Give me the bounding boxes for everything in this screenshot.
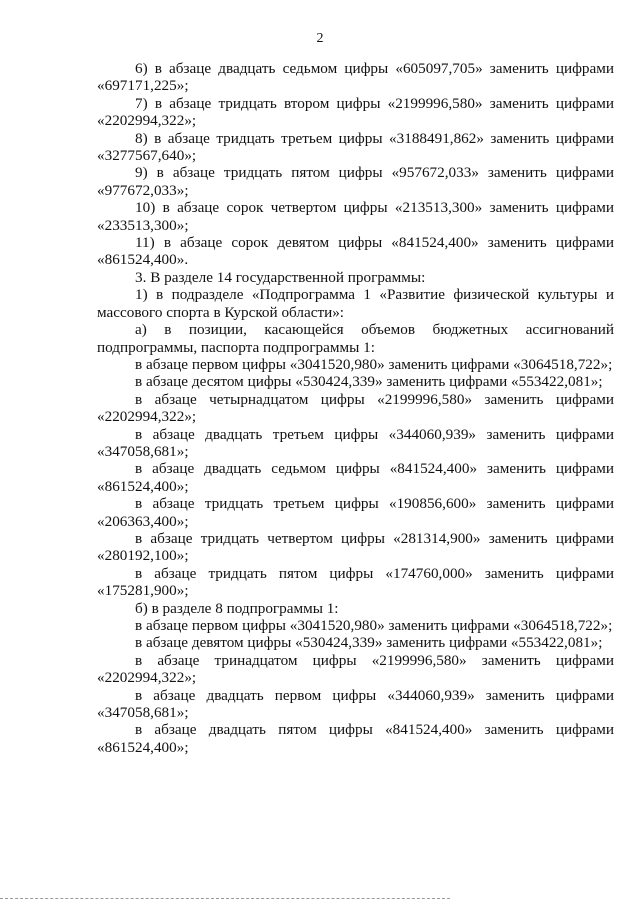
paragraph: в абзаце десятом цифры «530424,339» заменить цифрами «553422,081»; xyxy=(135,373,603,391)
paragraph: 3. В разделе 14 государственной программы: xyxy=(135,268,426,286)
paragraph: в абзаце девятом цифры «530424,339» заменить цифрами «553422,081»; xyxy=(135,634,603,652)
paragraph: а) в позиции, касающейся объемов бюджетных ассигнований подпрограммы, паспорта подпрограммы 1: xyxy=(97,321,614,356)
paragraph: 8) в абзаце тридцать третьем цифры «3188491,862» заменить цифрами «3277567,640»; xyxy=(97,129,614,165)
paragraph: 1) в подразделе «Подпрограмма 1 «Развитие физической культуры и массового спорта в Курской области»: xyxy=(97,286,614,321)
paragraph: в абзаце первом цифры «3041520,980» заменить цифрами «3064518,722»; xyxy=(135,617,613,634)
paragraph: 6) в абзаце двадцать седьмом цифры «605097,705» заменить цифрами «697171,225»; xyxy=(97,60,614,95)
paragraph: 7) в абзаце тридцать втором цифры «2199996,580» заменить цифрами «2202994,322»; xyxy=(97,94,614,130)
paragraph: б) в разделе 8 подпрограммы 1: xyxy=(135,599,339,617)
paragraph: в абзаце двадцать седьмом цифры «841524,400» заменить цифрами «861524,400»; xyxy=(97,460,614,495)
scan-artifact-line xyxy=(0,898,450,899)
paragraph: в абзаце тринадцатом цифры «2199996,580» заменить цифрами «2202994,322»; xyxy=(97,651,614,687)
page-number: 2 xyxy=(316,31,324,46)
paragraph: в абзаце тридцать пятом цифры «174760,000» заменить цифрами «175281,900»; xyxy=(97,564,614,600)
paragraph: в абзаце двадцать первом цифры «344060,939» заменить цифрами «347058,681»; xyxy=(97,686,614,722)
paragraph: в абзаце четырнадцатом цифры «2199996,580» заменить цифрами «2202994,322»; xyxy=(97,390,614,426)
paragraph: в абзаце тридцать четвертом цифры «281314,900» заменить цифрами «280192,100»; xyxy=(97,529,614,565)
paragraph: 9) в абзаце тридцать пятом цифры «957672,033» заменить цифрами «977672,033»; xyxy=(97,164,614,199)
paragraph: в абзаце двадцать третьем цифры «344060,939» заменить цифрами «347058,681»; xyxy=(97,425,614,460)
paragraph: в абзаце двадцать пятом цифры «841524,400» заменить цифрами «861524,400»; xyxy=(97,721,614,756)
paragraph: 10) в абзаце сорок четвертом цифры «213513,300» заменить цифрами «233513,300»; xyxy=(97,199,614,234)
paragraph: 11) в абзаце сорок девятом цифры «841524,400» заменить цифрами «861524,400». xyxy=(97,234,614,269)
document-body xyxy=(97,60,614,756)
paragraph: в абзаце первом цифры «3041520,980» заменить цифрами «3064518,722»; xyxy=(135,355,613,373)
paragraph: в абзаце тридцать третьем цифры «190856,600» заменить цифрами «206363,400»; xyxy=(97,495,614,530)
